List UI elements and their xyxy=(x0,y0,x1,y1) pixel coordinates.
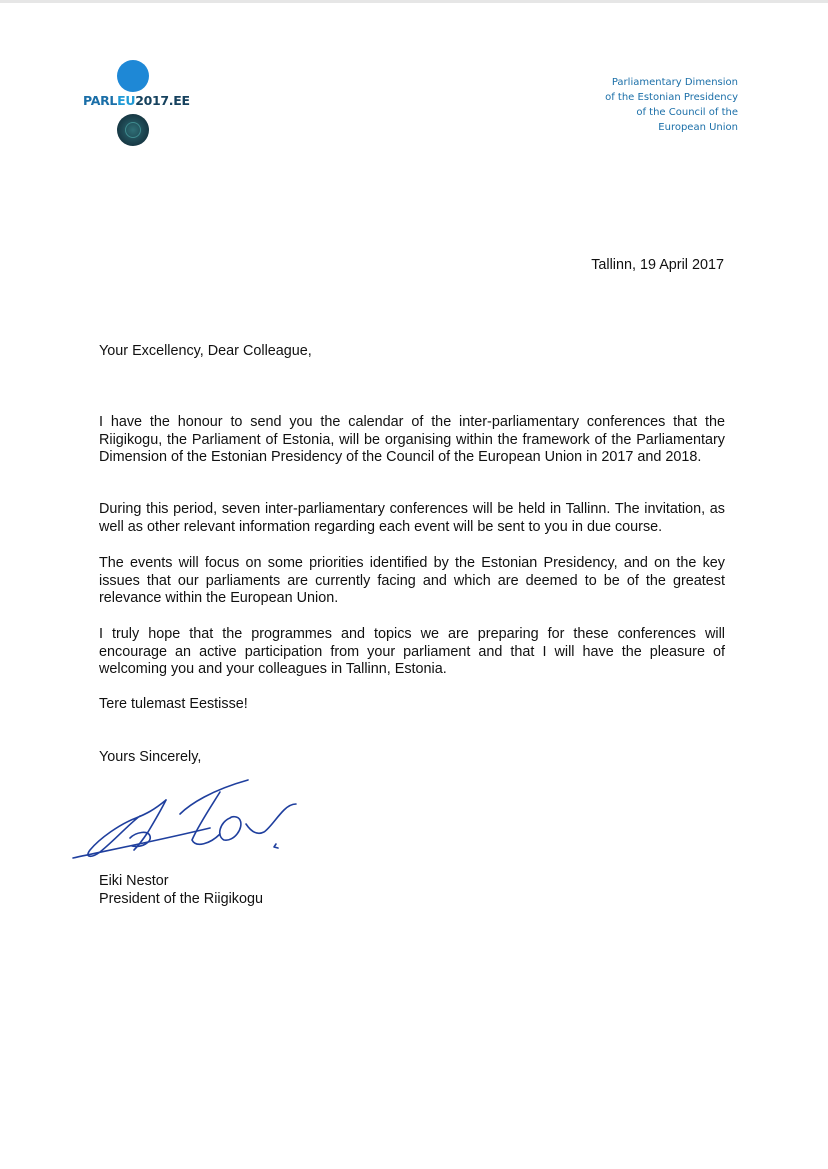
parleu-logo xyxy=(83,58,193,148)
logo-blue-circle-icon xyxy=(117,60,149,92)
signer-block xyxy=(99,873,263,908)
letter-date: Tallinn, 19 April 2017 xyxy=(591,257,724,273)
paragraph: I truly hope that the programmes and topics we are preparing for these conferences will encourage an active participation from your parliament and that I will have the pleasure of welcoming you and your colleagues in Tallinn, Estonia. xyxy=(99,626,725,678)
letterhead-line: Parliamentary Dimension xyxy=(611,77,738,88)
salutation: Your Excellency, Dear Colleague, xyxy=(99,343,312,359)
closing: Yours Sincerely, xyxy=(99,749,202,765)
signer-title: President of the Riigikogu xyxy=(99,890,263,907)
handwritten-signature xyxy=(70,778,310,863)
letterhead-line: European Union xyxy=(658,122,738,133)
logo-text: PARLEU2017.EE xyxy=(83,93,190,108)
paragraph: The events will focus on some priorities identified by the Estonian Presidency, and on the key issues that our parliaments are currently facing and which are deemed to be of the greatest relevance within the European Union. xyxy=(99,555,725,607)
letterhead-line: of the Estonian Presidency xyxy=(605,92,738,103)
letterhead-line: of the Council of the xyxy=(636,107,738,118)
paragraph: Tere tulemast Eestisse! xyxy=(99,696,248,712)
logo-dark-circle-icon xyxy=(117,114,149,146)
signer-name: Eiki Nestor xyxy=(99,873,169,889)
page-top-edge xyxy=(0,0,828,3)
paragraph: I have the honour to send you the calendar of the inter-parliamentary conferences that the Riigikogu, the Parliament of Estonia, will be organising within the framework of the Parliamentary Dimension of the Estonian Presidency of the Council of the European Union in 2017 and 2018. xyxy=(99,414,725,466)
letterhead-title xyxy=(605,75,738,135)
paragraph: During this period, seven inter-parliamentary conferences will be held in Tallinn. The invitation, as well as other relevant information regarding each event will be sent to you in due course. xyxy=(99,501,725,535)
